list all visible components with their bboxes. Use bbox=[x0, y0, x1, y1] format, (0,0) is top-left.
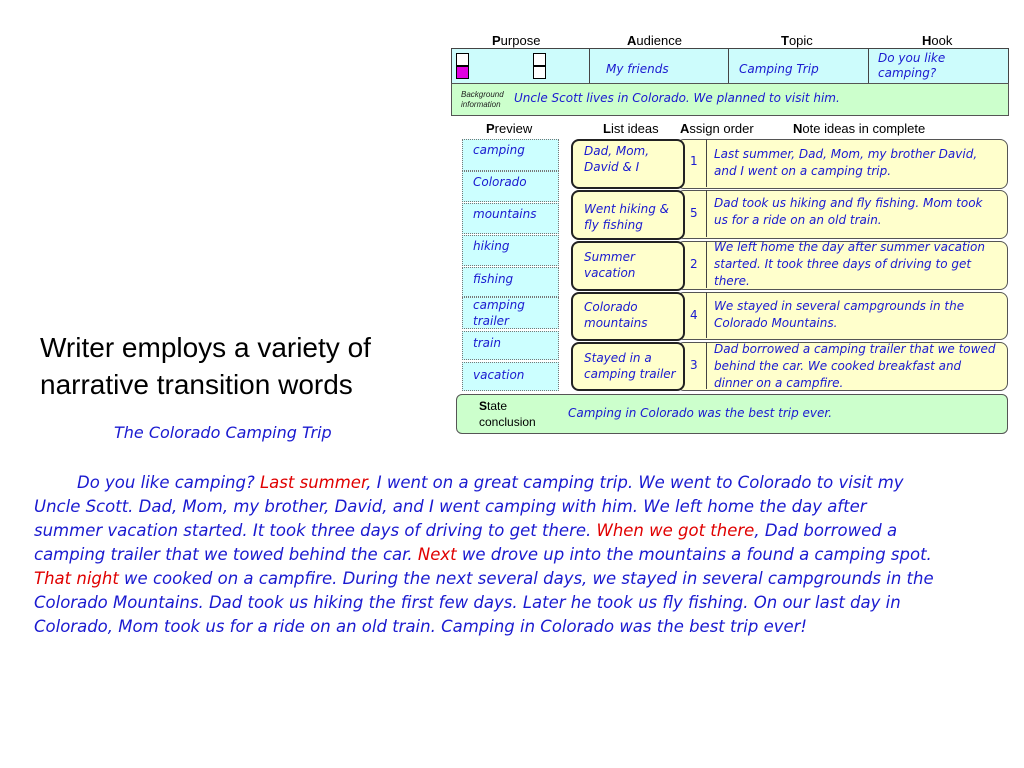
state-conclusion-label: State conclusion bbox=[479, 399, 536, 429]
purpose-checkbox-1[interactable] bbox=[456, 53, 469, 66]
note-text: Dad took us hiking and fly fishing. Mom took us for a ride on an old train. bbox=[714, 196, 983, 227]
order-number: 1 bbox=[690, 154, 698, 168]
order-number: 3 bbox=[690, 358, 698, 372]
divider bbox=[706, 292, 707, 338]
story-text: we cooked on a campfire. During the next several days, we stayed in several campgrounds in the Colorado Mountains. Dad took us hiking the first few days. Later he took us fly fishing. On our last day in Colorado, Mom took us for a ride on an old train. Camping in Colorado was the best trip ever! bbox=[34, 569, 934, 636]
preview-item: camping trailer bbox=[462, 297, 559, 329]
story-text: we drove up into the mountains a found a camping spot. bbox=[456, 545, 932, 564]
preview-item: camping bbox=[462, 139, 559, 171]
background-text: Uncle Scott lives in Colorado. We planned to visit him. bbox=[514, 91, 840, 105]
background-label: Background information bbox=[461, 90, 504, 109]
header-list-ideas: List ideas bbox=[603, 121, 659, 136]
purpose-checkbox-2[interactable] bbox=[456, 66, 469, 79]
purpose-checkbox-4[interactable] bbox=[533, 66, 546, 79]
header-assign-order: Assign order bbox=[680, 121, 754, 136]
story-text: , I went on a great camping trip. We went to Colorado to visit my Uncle Scott. Dad, Mom, my brother, David, and I went camping with him. We left home the day after summer vacation started. It took three days of driving to get there. bbox=[34, 473, 904, 540]
header-audience: Audience bbox=[627, 33, 682, 48]
audience-value: My friends bbox=[606, 62, 669, 76]
story-text: Do you like camping? bbox=[77, 473, 260, 492]
story-text: , Dad borrowed a camping trailer that we towed behind the car. bbox=[34, 521, 898, 564]
divider bbox=[706, 190, 707, 237]
header-topic: Topic bbox=[781, 33, 813, 48]
hook-value: Do you like camping? bbox=[878, 51, 946, 80]
header-note-ideas: Note ideas in complete bbox=[793, 121, 926, 136]
divider bbox=[706, 139, 707, 187]
story-paragraph bbox=[34, 471, 936, 639]
divider bbox=[706, 241, 707, 288]
preview-item: train bbox=[462, 331, 559, 360]
preview-item: vacation bbox=[462, 362, 559, 391]
note-text: We stayed in several campgrounds in the Colorado Mountains. bbox=[714, 299, 965, 330]
order-number: 4 bbox=[690, 308, 698, 322]
note-text: Last summer, Dad, Mom, my brother David, and I went on a camping trip. bbox=[714, 147, 978, 178]
divider bbox=[728, 49, 729, 83]
transition-word: Last summer bbox=[259, 473, 367, 492]
paath-row bbox=[451, 48, 1009, 84]
story-title: The Colorado Camping Trip bbox=[114, 423, 332, 442]
conclusion-text: Camping in Colorado was the best trip ever. bbox=[568, 406, 833, 420]
topic-value: Camping Trip bbox=[739, 62, 819, 76]
order-number: 5 bbox=[690, 206, 698, 220]
header-preview: Preview bbox=[486, 121, 533, 136]
purpose-checkbox-3[interactable] bbox=[533, 53, 546, 66]
preview-item: hiking bbox=[462, 235, 559, 266]
preview-item: fishing bbox=[462, 267, 559, 297]
header-purpose: Purpose bbox=[492, 33, 541, 48]
note-text: We left home the day after summer vacation started. It took three days of driving to get there. bbox=[714, 240, 985, 288]
list-idea-box: Colorado mountains bbox=[571, 292, 685, 341]
divider bbox=[868, 49, 869, 83]
divider bbox=[589, 49, 590, 83]
list-idea-box: Summer vacation bbox=[571, 241, 685, 291]
order-number: 2 bbox=[690, 257, 698, 271]
divider bbox=[706, 342, 707, 389]
state-conclusion-box bbox=[456, 394, 1008, 434]
transition-word: Next bbox=[417, 545, 457, 564]
list-idea-box: Went hiking & fly fishing bbox=[571, 190, 685, 240]
list-idea-box: Dad, Mom, David & I bbox=[571, 139, 685, 189]
preview-item: mountains bbox=[462, 203, 559, 234]
background-row bbox=[451, 83, 1009, 116]
transition-word: When we got there bbox=[596, 521, 755, 540]
transition-word: That night bbox=[34, 569, 119, 588]
note-text: Dad borrowed a camping trailer that we towed behind the car. We cooked breakfast and dinner on a campfire. bbox=[714, 342, 996, 390]
preview-item: Colorado bbox=[462, 171, 559, 202]
page-title: Writer employs a variety of narrative transition words bbox=[40, 332, 371, 400]
list-idea-box: Stayed in a camping trailer bbox=[571, 342, 685, 391]
header-hook: Hook bbox=[922, 33, 953, 48]
